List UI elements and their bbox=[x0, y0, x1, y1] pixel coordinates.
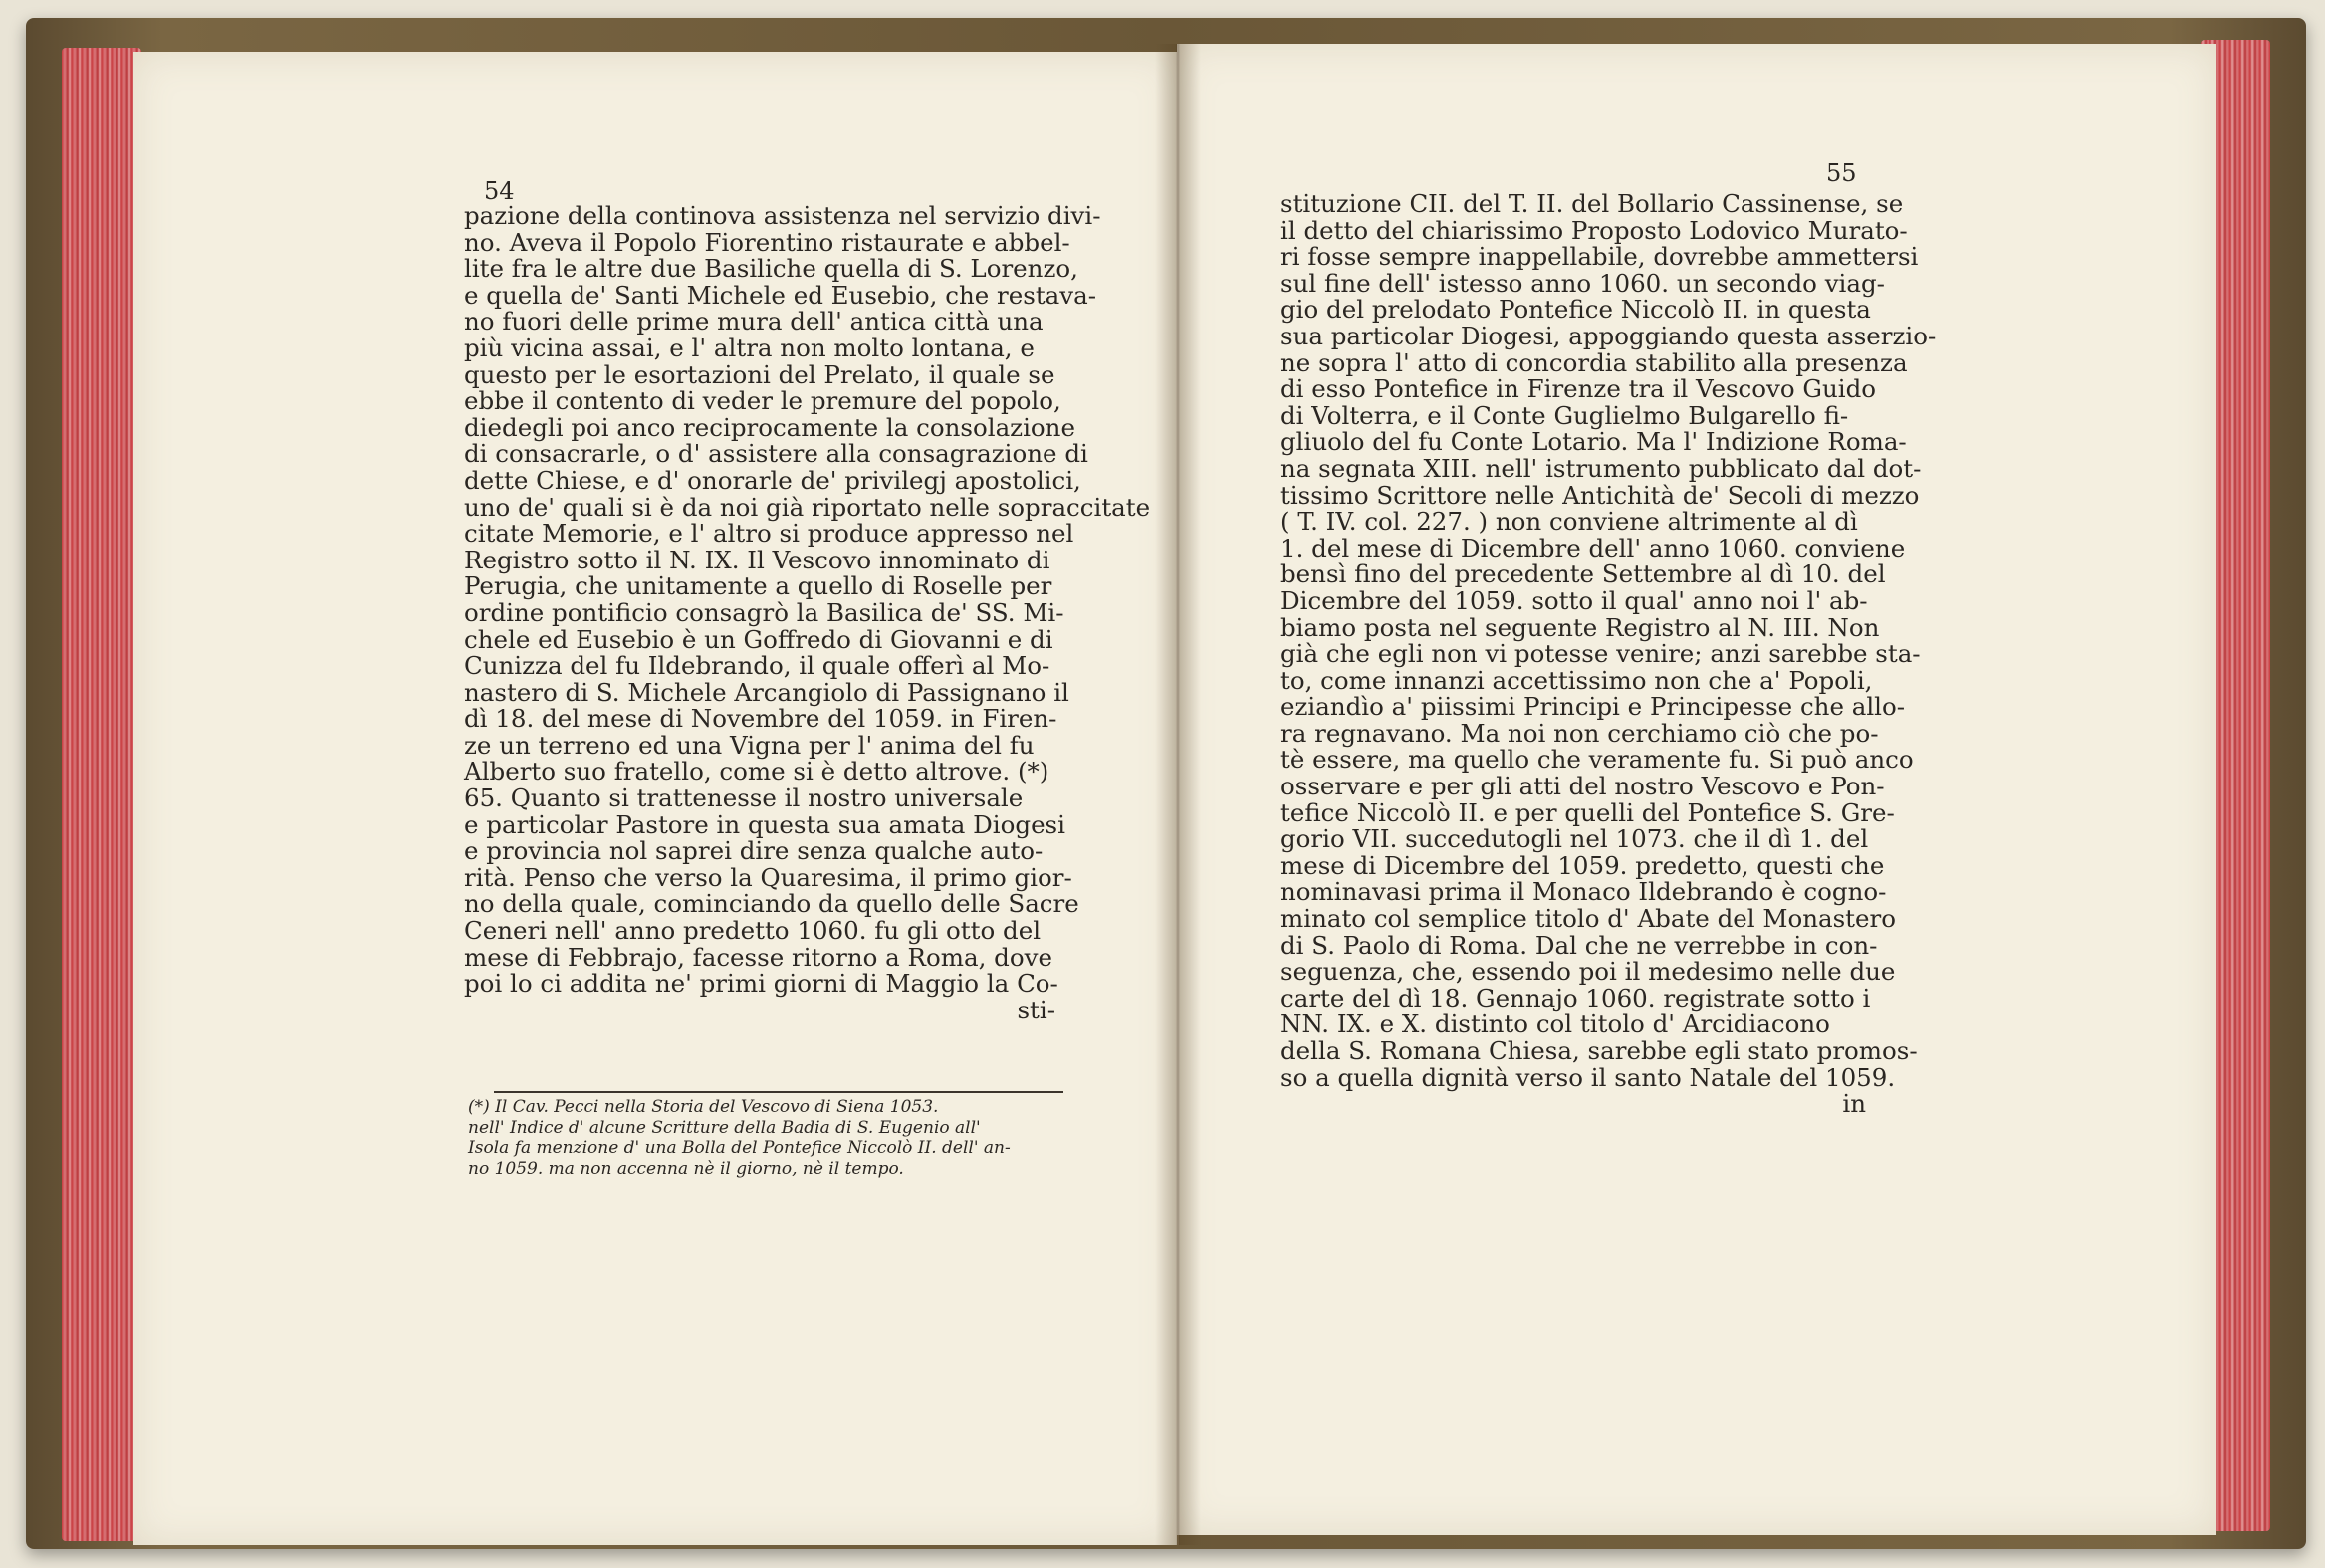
text-line: biamo posta nel seguente Registro al N. III. Non bbox=[1280, 612, 1880, 642]
page-edges-left bbox=[62, 48, 141, 1541]
text-line: (*) Il Cav. Pecci nella Storia del Vescovo di Siena 1053. bbox=[468, 1097, 939, 1117]
text-line: 1. del mese di Dicembre dell' anno 1060. conviene bbox=[1280, 533, 1906, 562]
text-line: di S. Paolo di Roma. Dal che ne verrebbe in con- bbox=[1280, 930, 1878, 960]
text-line: Alberto suo fratello, come si è detto altrove. (*) bbox=[464, 757, 1049, 786]
text-line: di Volterra, e il Conte Guglielmo Bulgarello fi- bbox=[1280, 400, 1849, 430]
text-line: più vicina assai, e l' altra non molto lontana, e bbox=[464, 333, 1035, 362]
right-page-text bbox=[1280, 189, 1937, 1119]
left-page-text bbox=[464, 201, 1151, 1024]
text-line: seguenza, che, essendo poi il medesimo nelle due bbox=[1280, 957, 1896, 987]
text-line: nell' Indice d' alcune Scritture della Badia di S. Eugenio all' bbox=[468, 1117, 981, 1138]
text-line: gorio VII. succedutogli nel 1073. che il dì 1. del bbox=[1280, 824, 1869, 854]
text-line: citate Memorie, e l' altro si produce appresso nel bbox=[464, 519, 1074, 549]
text-line: minato col semplice titolo d' Abate del Monastero bbox=[1280, 904, 1896, 934]
text-line: poi lo ci addita ne' primi giorni di Maggio la Co- bbox=[464, 969, 1058, 999]
text-line: uno de' quali si è da noi già riportato nelle sopraccitate bbox=[464, 492, 1151, 522]
text-line: diedegli poi anco reciprocamente la consolazione bbox=[464, 412, 1075, 442]
text-line: sua particolar Diogesi, appoggiando questa asserzio- bbox=[1280, 321, 1937, 350]
text-line: no 1059. ma non accenna nè il giorno, nè il tempo. bbox=[468, 1158, 904, 1179]
book-gutter bbox=[1155, 44, 1201, 1545]
text-line: to, come innanzi accettissimo non che a' Popoli, bbox=[1280, 665, 1873, 695]
text-line: e provincia nol saprei dire senza qualche auto- bbox=[464, 836, 1044, 866]
footnote bbox=[468, 1097, 1065, 1179]
text-line: Isola fa menzione d' una Bolla del Pontefice Niccolò II. dell' an- bbox=[468, 1138, 1011, 1158]
text-line: nastero di S. Michele Arcangiolo di Passignano il bbox=[464, 677, 1069, 707]
text-line: ordine pontificio consagrò la Basilica de' SS. Mi- bbox=[464, 597, 1064, 627]
text-line: e quella de' Santi Michele ed Eusebio, che restava- bbox=[464, 280, 1097, 310]
text-line: NN. IX. e X. distinto col titolo d' Arcidiacono bbox=[1280, 1009, 1830, 1039]
text-line: ra regnavano. Ma noi non cerchiamo ciò che po- bbox=[1280, 718, 1879, 748]
text-line: Ceneri nell' anno predetto 1060. fu gli otto del bbox=[464, 916, 1042, 946]
text-line: sul fine dell' istesso anno 1060. un secondo viag- bbox=[1280, 268, 1885, 298]
text-line: gio del prelodato Pontefice Niccolò II. in questa bbox=[1280, 295, 1871, 325]
text-line: ne sopra l' atto di concordia stabilito alla presenza bbox=[1280, 347, 1908, 377]
text-line: ri fosse sempre inappellabile, dovrebbe ammettersi bbox=[1280, 242, 1919, 272]
text-line: Registro sotto il N. IX. Il Vescovo innominato di bbox=[464, 545, 1050, 574]
text-line: no fuori delle prime mura dell' antica città una bbox=[464, 307, 1044, 336]
text-line: rità. Penso che verso la Quaresima, il primo gior- bbox=[464, 862, 1072, 892]
text-line: di consacrarle, o d' assistere alla consagrazione di bbox=[464, 439, 1088, 469]
text-line: eziandìo a' piissimi Principi e Principesse che allo- bbox=[1280, 692, 1906, 722]
text-line: dette Chiese, e d' onorarle de' privilegj apostolici, bbox=[464, 465, 1081, 495]
text-line: mese di Febbrajo, facesse ritorno a Roma, dove bbox=[464, 942, 1052, 972]
text-line: nominavasi prima il Monaco Ildebrando è cogno- bbox=[1280, 877, 1887, 907]
text-line: gliuolo del fu Conte Lotario. Ma l' Indizione Roma- bbox=[1280, 427, 1907, 457]
footnote-rule bbox=[494, 1091, 1063, 1093]
text-line: tè essere, ma quello che veramente fu. Si può anco bbox=[1280, 745, 1914, 775]
text-line: ( T. IV. col. 227. ) non conviene altrimente al dì bbox=[1280, 507, 1858, 537]
text-line: mese di Dicembre del 1059. predetto, questi che bbox=[1280, 850, 1885, 880]
text-line: carte del dì 18. Gennajo 1060. registrate sotto i bbox=[1280, 983, 1871, 1012]
text-line: ebbe il contento di veder le premure del popolo, bbox=[464, 386, 1061, 416]
text-line: lite fra le altre due Basiliche quella di S. Lorenzo, bbox=[464, 254, 1078, 284]
text-line: no della quale, cominciando da quello delle Sacre bbox=[464, 889, 1079, 919]
text-line: tissimo Scrittore nelle Antichità de' Secoli di mezzo bbox=[1280, 480, 1920, 510]
text-line: Cunizza del fu Ildebrando, il quale offerì al Mo- bbox=[464, 651, 1050, 681]
text-line: osservare e per gli atti del nostro Vescovo e Pon- bbox=[1280, 772, 1885, 801]
text-line: bensì fino del precedente Settembre al dì 10. del bbox=[1280, 560, 1886, 589]
text-line: chele ed Eusebio è un Goffredo di Giovanni e di bbox=[464, 624, 1053, 654]
text-line: tefice Niccolò II. e per quelli del Pontefice S. Gre- bbox=[1280, 797, 1895, 827]
text-line: no. Aveva il Popolo Fiorentino ristaurate e abbel- bbox=[464, 227, 1070, 257]
text-line: so a quella dignità verso il santo Natale del 1059. bbox=[1280, 1062, 1896, 1092]
text-line: 65. Quanto si trattenesse il nostro universale bbox=[464, 784, 1024, 813]
text-line: pazione della continova assistenza nel servizio divi- bbox=[464, 201, 1101, 230]
catchword: sti- bbox=[1017, 995, 1055, 1024]
text-line: il detto del chiarissimo Proposto Lodovico Murato- bbox=[1280, 215, 1908, 245]
text-line: stituzione CII. del T. II. del Bollario Cassinense, se bbox=[1280, 189, 1904, 218]
page-number-left: 54 bbox=[484, 177, 515, 205]
text-line: della S. Romana Chiesa, sarebbe egli stato promos- bbox=[1280, 1036, 1918, 1065]
text-line: na segnata XIII. nell' istrumento pubblicato dal dot- bbox=[1280, 453, 1922, 483]
text-line: questo per le esortazioni del Prelato, il quale se bbox=[464, 359, 1055, 389]
catchword: in bbox=[1842, 1089, 1866, 1119]
text-line: dì 18. del mese di Novembre del 1059. in Firen- bbox=[464, 704, 1057, 734]
page-number-right: 55 bbox=[1826, 159, 1857, 187]
text-line: Dicembre del 1059. sotto il qual' anno noi l' ab- bbox=[1280, 585, 1868, 615]
text-line: di esso Pontefice in Firenze tra il Vescovo Guido bbox=[1280, 374, 1877, 404]
text-line: e particolar Pastore in questa sua amata Diogesi bbox=[464, 809, 1065, 839]
text-line: già che egli non vi potesse venire; anzi sarebbe sta- bbox=[1280, 639, 1921, 669]
text-line: Perugia, che unitamente a quello di Roselle per bbox=[464, 571, 1052, 601]
text-line: ze un terreno ed una Vigna per l' anima del fu bbox=[464, 730, 1035, 760]
